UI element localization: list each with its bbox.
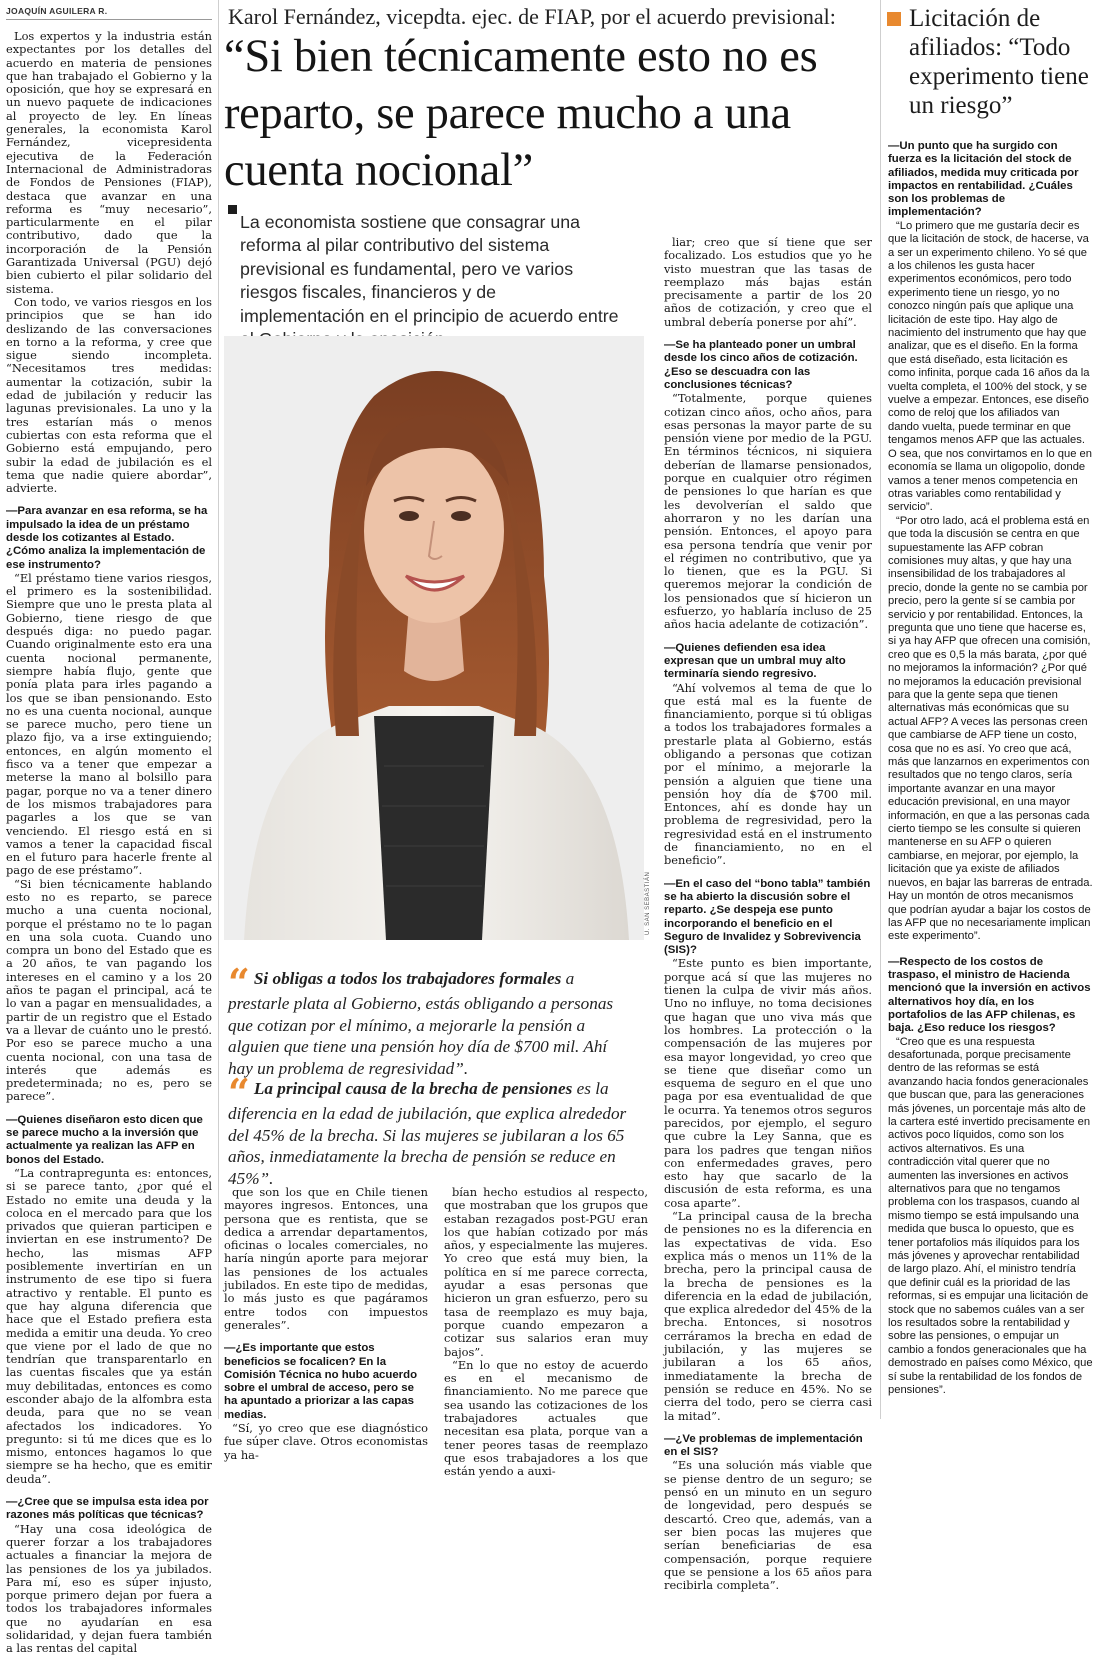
article-column-3 — [444, 1185, 648, 1479]
interview-question: —Para avanzar en esa reforma, se ha impulsado la idea de un préstamo desde los cotizantes al Estado. ¿Cómo analiza la implementación de ese instrumento? — [6, 505, 208, 571]
paragraph: bían hecho estudios al respecto, que mostraban que los grupos que estaban rezagados post-PGU eran los que habían cotizado por más años, y especialmente las mujeres. Yo creo que está muy bien, la política en sí me parece correcta, ayudar a esas personas que hicieron un gran esfuerzo, pero su tasa de reemplazo es muy baja, porque cuando empezaron a cotizar sus salarios eran muy bajos”. — [444, 1185, 648, 1359]
interview-question: —¿Ve problemas de implementación en el SIS? — [664, 1432, 863, 1459]
byline-rule — [6, 19, 212, 20]
portrait-illustration — [224, 336, 644, 940]
pullquote-2-text: es la diferencia en la edad de jubilación, que explica alrededor del 45% de la brecha. Si las mujeres se jubilaran a los 65 años, inmediatamente la brecha de pensión se reduce en 45%”. — [228, 1079, 627, 1188]
paragraph: “Es una solución más viable que se piense dentro de un seguro; se pensó en un minuto en un seguro de longevidad, pero después se descartó. Creo que, además, van a ser bien pocas las mujeres que serían beneficiarias de esa compensación, porque requiere que se pensione a los 65 años para recibirla completa”. — [664, 1458, 872, 1593]
photo-credit: U. SAN SEBASTIÁN — [645, 871, 651, 935]
column-divider — [218, 0, 219, 1419]
pullquote-1 — [228, 960, 628, 1079]
paragraph: liar; creo que sí tiene que ser focalizado. Los estudios que yo he visto muestran que las tasas de reemplazo más bajas están precisamente a partir de los 20 años de cotización, y creo que el umbral debería ponerse por ahí”. — [664, 235, 872, 329]
sidebar-bullet — [887, 12, 901, 26]
article-column-4 — [664, 235, 872, 1593]
interview-question: —Un punto que ha surgido con fuerza es la licitación del stock de afiliados, medida muy criticada por impactos en rentabilidad. ¿Cuáles son los problemas de implementación? — [888, 140, 1079, 219]
paragraph: “La principal causa de la brecha de pensiones no es la diferencia en las expectativas de vida. Eso explica más o menos un 11% de la brecha, pero la principal causa de la brecha de pensiones es la diferencia en la edad de jubilación, que explica alrededor del 45% de la brecha. Entonces, si nosotros cerráramos la brecha en edad de jubilación, y las mujeres se jubilaran a los 65 años, inmediatamente la brecha de pensión se reduce en 45%. No se cierra del todo, pero se cierra casi la mitad”. — [664, 1209, 872, 1423]
interview-question: —¿Cree que se impulsa esta idea por razones más políticas que técnicas? — [6, 1496, 209, 1522]
quote-mark-icon: “ — [228, 1070, 250, 1115]
paragraph: “Hay una cosa ideológica de querer forzar a los trabajadores actuales a financiar la mejora de las pensiones de los ya jubilados. Para mí, eso es súper injusto, porque primero dejan por fuera a todos los trabajadores informales que no ayudarían en esa solidaridad, y dejan fuera también a las rentas del capital — [6, 1521, 212, 1656]
interview-question: —¿Es importante que estos beneficios se focalicen? En la Comisión Técnica no hubo acuerdo sobre el umbral de acceso, pero se ha apuntado a priorizar a las capas medias. — [224, 1342, 418, 1421]
pullquote-2 — [228, 1070, 628, 1189]
paragraph: “Ahí volvemos al tema de que lo que está mal es la fuente de financiamiento, porque si tú obligas a todos los trabajadores formales a prestarle plata al Gobierno, estás obligando a personas que cotizan por el mínimo, a mejorarle la pensión a alguien que tiene una pensión hoy día de $700 mil. Entonces, ahí es donde hay un problema de regresividad, pero la regresividad está en el instrumento de financiamiento, no en el beneficio”. — [664, 680, 872, 868]
interview-question: —Se ha planteado poner un umbral desde los cinco años de cotización. ¿Eso se descuadra con las conclusiones técnicas? — [664, 339, 858, 391]
paragraph: “Por otro lado, acá el problema está en que toda la discusión se centra en que supuestamente las AFP cobran comisiones muy altas, y que hay una insensibilidad de los trabajadores al precio, donde la gente no se cambia por precio, pero la gente sí se cambia por servicio y por rentabilidad. Entonces, la pregunta que uno tiene que hacerse es, si ya hay AFP que ofrecen una comisión, creo que es 0,5 la más barata, ¿por qué no mejoramos la información? ¿Por qué no mejoramos la educación previsional para que la gente sepa que tienen alternativas más económicas que su actual AFP? A veces las personas creen que cambiarse de AFP tiene un costo, cosa que no es así. Yo creo que acá, más que lanzarnos en experimentos con resultados que no tengo claros, sería importante avanzar en una mayor educación previsional, en una mayor información, en que a las personas cada cierto tiempo se les consulte si quieren mantenerse en su AFP o quieren cambiarse, en mejorar, por ejemplo, la licitación que ya existe de afiliados nuevos, en bajar las barreras de entrada. Hay un montón de otros mecanismos que podrían ayudar a bajar los costos de las AFP que no necesariamente implican este experimento”. — [888, 514, 1093, 943]
paragraph: Los expertos y la industria están expectantes por los detalles del acuerdo en materia de pensiones que han trabajado el Gobierno y la oposición, que hoy se expresará en un nuevo paquete de indicaciones al proyecto de ley. En líneas generales, la economista Karol Fernández, vicepresidenta ejecutiva de la Federación Internacional de Administradoras de Fondos de Pensiones (FIAP), destaca que avanzar en una reforma es “muy necesario”, particularmente en el pilar contributivo, dado que la incorporación de la Pensión Garantizada Universal (PGU) dejó bien cubierto el pilar solidario del sistema. — [6, 29, 212, 296]
article-column-2 — [224, 1185, 428, 1462]
kicker: Karol Fernández, vicepdta. ejec. de FIAP, por el acuerdo previsional: — [228, 4, 836, 29]
interview-question: —Respecto de los costos de traspaso, el ministro de Hacienda mencionó que la inversión en activos alternativos hoy día, en los portafolios de las AFP chilenas, es baja. ¿Eso reduce los riesgos? — [888, 955, 1091, 1035]
paragraph: “Sí, yo creo que ese diagnóstico fue súper clave. Otros economistas ya ha- — [224, 1421, 428, 1462]
lede: La economista sostiene que consagrar una reforma al pilar contributivo del sistema previsional es fundamental, pero ve varios riesgos fiscales, financieros y de implementación en el principio de acuerdo entre — [240, 212, 619, 326]
interview-question: —En el caso del “bono tabla” también se ha abierto la discusión sobre el reparto. ¿Se despeja ese punto incorporando el beneficio en el Seguro de Invalidez y Sobrevivencia (SIS)? — [664, 877, 871, 957]
paragraph: “El préstamo tiene varios riesgos, el primero es la sostenibilidad. Siempre que uno le presta plata al Gobierno, tiene riesgo de que después diga: no puedo pagar. Cuando originalmente esto era una cuenta nocional permanente, siempre había flujo, gente que ponía plata para irles pagando a los que se iban pensionando. Esto no es una cuenta nocional, aunque se parece mucho, pero tiene un plazo fijo, va a irse extinguiendo; entonces, en algún momento el fisco va a tener que empezar a meterse la mano al bolsillo para pagar, porque no va a tener dinero de los mismos trabajadores para pagarles a los que se van venciendo. El riesgo está en si vamos a tener la capacidad fiscal en el futuro para hacerle frente al pago de ese préstamo”. — [6, 570, 212, 878]
pullquote-1-text: a prestarle plata al Gobierno, estás obligando a personas que cotizan por el mínimo, a mejorarle la pensión a alguien que tiene una pensión hoy día de $700 mil. Ahí hay un problema de regresividad”. — [228, 969, 614, 1078]
byline: JOAQUÍN AGUILERA R. — [6, 6, 108, 16]
paragraph: “Lo primero que me gustaría decir es que la licitación de stock, de hacerse, va a ser un experimento chileno. Yo sé que a los chilenos les gusta hacer experimentos económicos, pero todo experimento tiene un riesgo, yo no conozco ningún país que aplique una licitación de este tipo. Hay algo de nacimiento del instrumento que hay que analizar, que es el diseño. En la forma que está diseñado, esta licitación es como infinita, porque cada 16 años da la vuelta completa, el 100% del stock, y se vuelve a empezar. Entonces, ese diseño como de reloj que los afiliados van dando vuelta, puede terminar en que tengamos menos AFP que las actuales. O sea, que nos convirtamos en lo que en economía se llama un oligopolio, donde vamos a tener menos competencia en otras variables como rentabilidad y servicio”. — [888, 219, 1092, 514]
headline: “Si bien técnicamente esto no es reparto, se parece mucho a una cuenta nocional” — [224, 31, 818, 196]
paragraph: “En lo que no estoy de acuerdo es en el mecanismo de financiamiento. No me parece que sea usando las cotizaciones de los trabajadores actuales que necesitan esa plata, porque van a tener peores tasas de reemplazo que esos trabajadores a los que están yendo a auxi- — [444, 1357, 648, 1479]
pullquote-1-lead: Si obligas a todos los trabajadores formales — [253, 969, 562, 988]
interview-question: —Quienes defienden esa idea expresan que un umbral muy alto terminaría siendo regresivo. — [664, 641, 846, 681]
lede-bullet — [228, 205, 237, 214]
article-column-1 — [6, 29, 212, 1656]
paragraph: “Creo que es una respuesta desafortunada, porque precisamente dentro de las reformas se está avanzando hacia fondos generacionales que buscan que, para las generaciones más jóvenes, un porcentaje más alto de la cartera esté invertido precisamente en activos poco líquidos, como son los activos alternativos. Es una contradicción vital querer que no aumenten las inversiones en activos alternativos para que no tengamos problema con los traspasos, cuando al mismo tiempo se está impulsando una medida que busca lo opuesto, que es tener portafolios más ilíquidos para los más jóvenes y aprovechar rentabilidad de largo plazo. Ahí, el ministro tendría que definir cuál es la prioridad de las reformas, si es empujar una licitación de stock que no sabemos cuáles van a ser los resultados sobre la rentabilidad y sobre las pensiones, o empujar un cambio a fondos generacionales que ha demostrado en países como México, que sí sube la rentabilidad de los fondos de pensiones”. — [888, 1035, 1093, 1397]
quote-mark-icon: “ — [228, 960, 250, 1005]
portrait-photo — [224, 336, 644, 940]
sidebar-title: Licitación de afiliados: “Todo experimento tiene un riesgo” — [909, 5, 1089, 119]
pullquote-2-lead: La principal causa de la brecha de pensiones — [253, 1079, 573, 1098]
sidebar-divider — [880, 0, 881, 1419]
paragraph: “La contrapregunta es: entonces, si se parece tanto, ¿por qué el Estado no emite una deuda y la coloca en el mercado para que los privados que quieran participen e inviertan en ese instrumento? De hecho, las mismas AFP posiblemente invertirían en un instrumento de ese tipo si fuera atractivo y rentable. El punto es que hay alguna diferencia que hace que el Estado prefiera esta medida a emitir una deuda. Yo creo que viene por el lado de que no tendrían que transparentarlo en las cuentas fiscales que ya están muy debilitadas, entonces es como esconder abajo de la alfombra esta deuda, para que no se vean afectados los indicadores. Yo pregunto: si tú me dices que es lo mismo, entonces hagamos lo que siempre se ha hecho, que es emitir deuda”. — [6, 1165, 212, 1486]
paragraph: que son los que en Chile tienen mayores ingresos. Entonces, una persona que es rentista, que se dedica a arrendar departamentos, oficinas o locales comerciales, no haría ningún aporte para mejorar las pensiones de los actuales jubilados. En este tipo de medidas, lo más justo es que pagáramos entre todos con impuestos generales”. — [224, 1185, 428, 1332]
paragraph: “Este punto es bien importante, porque acá sí que las mujeres no tienen la culpa de vivir más años. Uno no influye, no toma decisiones que hagan que uno viva más que los hombres. La protección o la compensación de las mujeres por esa mayor longevidad, yo creo que se tiene que diseñar como un esquema de seguro en el que uno paga por esa eventualidad de que le ocurra. Ya tenemos otros seguros parecidos, por ejemplo, el seguro que cubre la Ley Sanna, que es para los padres que tengan niños con enfermedades graves, pero esto hay que sacarlo de la discusión de esta reforma, es una cosa aparte”. — [664, 956, 872, 1210]
paragraph: “Si bien técnicamente hablando esto no es reparto, se parece mucho a una cuenta nocional, porque el préstamo no te lo pagan en una sola cuota. Cuando uno compra un bono del Estado que es a 20 años, te van pagando los intereses en el camino y a los 20 años te pagan el principal, acá te lo van a pagar en mensualidades, a partir de un registro que el Estado va a llevar de cuánto uno le prestó. Por eso se parece mucho a una cuenta nocional, con una tasa de interés que además es predeterminada; no es, pero se parece”. — [6, 876, 212, 1104]
paragraph: “Totalmente, porque quienes cotizan cinco años, ocho años, para esas personas la mayor parte de su pensión viene por medio de la PGU. En términos técnicos, ni siquiera deberían de llamarse pensionados, porque en cualquier otro régimen de pensiones lo que harían es que les devolverían el saldo que ahorraron y no les darían una pensión. Entonces, el apoyo para esa persona tendría que venir por el régimen no contributivo, que ya lo tienen, que es la PGU. Si queremos mejorar la condición de los pensionados que sí hicieron un esfuerzo, yo hablaría incluso de 25 años hacia adelante de cotización”. — [664, 391, 872, 632]
paragraph: Con todo, ve varios riesgos en los principios que se han ido deslizando de las conversaciones en torno a la reforma, y cree que sigue siendo incompleta. “Necesitamos tres medidas: aumentar la cotización, subir la edad de jubilación y reducir las lagunas previsionales. La uno y la tres estarían más o menos cubiertas con esta reforma que el Gobierno está empujando, pero subir la edad de jubilación es el tema que nadie quiere abordar”, advierte. — [6, 294, 212, 496]
sidebar-body — [888, 128, 1093, 1416]
interview-question: —Quienes diseñaron esto dicen que se parece mucho a la inversión que actualmente ya realizan las AFP en bonos del Estado. — [6, 1113, 203, 1166]
